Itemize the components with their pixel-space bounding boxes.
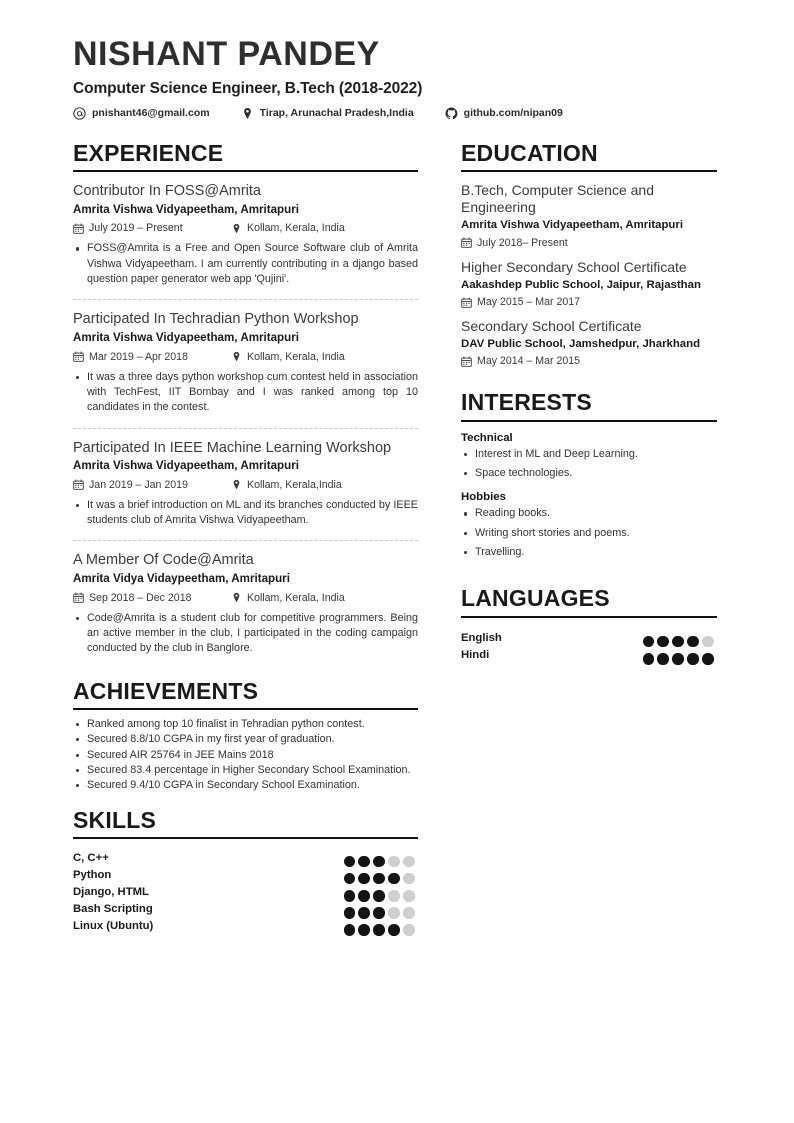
experience-location-text: Kollam, Kerala, India <box>247 591 345 604</box>
education-entry <box>461 249 717 308</box>
experience-bullets <box>73 611 418 657</box>
rating-dot-filled <box>388 924 400 936</box>
rating-dot-filled <box>358 873 370 885</box>
rating-dot-filled <box>344 924 356 936</box>
rating-dot-filled <box>373 890 385 902</box>
rating-dot-empty <box>702 636 714 648</box>
education-org: Amrita Vishwa Vidyapeetham, Amritapuri <box>461 219 683 232</box>
section-achievements <box>73 679 418 794</box>
experience-date <box>73 479 231 491</box>
experience-location <box>231 479 342 491</box>
section-languages <box>461 586 717 667</box>
list-item: Secured AIR 25764 in JEE Mains 2018 <box>73 748 418 763</box>
section-divider <box>73 708 418 710</box>
education-date <box>461 296 580 308</box>
experience-org: Amrita Vishwa Vidyapeetham, Amritapuri <box>73 331 299 345</box>
rating-dot-filled <box>373 924 385 936</box>
experience-meta <box>73 351 418 363</box>
contact-github-text: github.com/nipan09 <box>463 107 563 120</box>
education-entry <box>461 308 717 367</box>
calendar-icon <box>73 592 84 603</box>
contact-github[interactable] <box>445 107 563 120</box>
location-pin-icon <box>231 223 242 234</box>
rating-dot-empty <box>388 890 400 902</box>
rating-dot-filled <box>687 636 699 648</box>
location-pin-icon <box>241 107 254 120</box>
education-meta <box>461 237 717 249</box>
experience-bullets <box>73 241 418 287</box>
rating-row <box>643 633 717 651</box>
experience-title: A Member Of Code@Amrita <box>73 552 254 569</box>
experience-location <box>231 592 345 604</box>
list-item: It was a brief introduction on ML and its branches conducted by IEEE students club of Amrita Vishwa Vidyapeetham. <box>73 498 418 529</box>
resume-header <box>73 36 721 120</box>
skill-label: Linux (Ubuntu) <box>73 920 154 933</box>
list-item: Secured 83.4 percentage in Higher Secondary School Examination. <box>73 763 418 778</box>
rating-dot-filled <box>643 653 655 665</box>
education-date <box>461 237 568 249</box>
section-title-achievements: ACHIEVEMENTS <box>73 677 259 704</box>
section-title-languages: LANGUAGES <box>461 585 610 612</box>
language-label: English <box>461 631 502 644</box>
skill-label: Django, HTML <box>73 886 149 899</box>
rating-row <box>344 922 418 939</box>
experience-title: Contributor In FOSS@Amrita <box>73 183 261 200</box>
skills-dots <box>344 850 418 939</box>
experience-location <box>231 222 345 234</box>
skill-label: Bash Scripting <box>73 903 153 916</box>
list-item: Writing short stories and poems. <box>461 526 717 541</box>
rating-row <box>344 887 418 904</box>
skill-label: C, C++ <box>73 851 109 864</box>
rating-dot-filled <box>358 890 370 902</box>
experience-meta <box>73 592 418 604</box>
rating-row <box>344 904 418 921</box>
experience-entry <box>73 429 418 529</box>
language-label: Hindi <box>461 649 490 662</box>
experience-date-text: July 2019 – Present <box>89 222 183 235</box>
candidate-name: NISHANT PANDEY <box>73 35 380 73</box>
calendar-icon <box>461 356 472 367</box>
skills-labels <box>73 850 153 936</box>
list-item: Interest in ML and Deep Learning. <box>461 447 717 462</box>
contact-email-text: pnishant46@gmail.com <box>92 107 210 120</box>
rating-dot-filled <box>358 907 370 919</box>
section-divider <box>73 837 418 839</box>
interest-group-hobbies <box>461 491 717 560</box>
section-divider <box>461 420 717 422</box>
experience-entry <box>73 172 418 287</box>
experience-org: Amrita Vishwa Vidyapeetham, Amritapuri <box>73 202 299 216</box>
section-title-education: EDUCATION <box>461 140 598 166</box>
education-date <box>461 355 580 367</box>
rating-dot-filled <box>344 856 356 868</box>
github-icon <box>445 107 458 120</box>
skill-label: Python <box>73 868 112 881</box>
rating-dot-empty <box>388 907 400 919</box>
section-title-experience: EXPERIENCE <box>73 140 224 166</box>
section-divider <box>461 616 717 618</box>
interest-group-heading: Technical <box>461 431 513 444</box>
experience-title: Participated In Techradian Python Workshop <box>73 311 359 328</box>
rating-dot-filled <box>657 653 669 665</box>
experience-location-text: Kollam, Kerala, India <box>247 222 345 235</box>
list-item: Ranked among top 10 finalist in Tehradian python contest. <box>73 717 418 732</box>
experience-org: Amrita Vidya Vidaypeetham, Amritapuri <box>73 572 290 586</box>
contact-row <box>73 107 721 120</box>
location-pin-icon <box>231 351 242 362</box>
experience-date <box>73 351 231 363</box>
list-item: Travelling. <box>461 545 717 560</box>
contact-location-text: Tirap, Arunachal Pradesh,India <box>259 107 414 120</box>
contact-email[interactable] <box>73 107 210 120</box>
experience-location <box>231 351 345 363</box>
experience-location-text: Kollam, Kerala,India <box>247 478 342 491</box>
rating-dot-empty <box>403 907 415 919</box>
section-interests <box>461 390 717 560</box>
skills-rating-block <box>73 850 418 939</box>
left-column <box>73 141 418 939</box>
rating-dot-filled <box>657 636 669 648</box>
rating-dot-filled <box>373 907 385 919</box>
education-org: Aakashdep Public School, Jaipur, Rajasthan <box>461 278 701 291</box>
education-title: Secondary School Certificate <box>461 318 642 335</box>
experience-entry <box>73 541 418 656</box>
experience-date-text: Jan 2019 – Jan 2019 <box>89 478 188 491</box>
rating-dot-filled <box>687 653 699 665</box>
experience-entry <box>73 300 418 415</box>
rating-row <box>643 650 717 668</box>
education-title: Higher Secondary School Certificate <box>461 258 687 275</box>
list-item: Secured 9.4/10 CGPA in Secondary School Examination. <box>73 778 418 793</box>
experience-date-text: Sep 2018 – Dec 2018 <box>89 591 192 604</box>
calendar-icon <box>73 223 84 234</box>
candidate-subtitle: Computer Science Engineer, B.Tech (2018-2022) <box>73 79 423 97</box>
section-education <box>461 141 717 367</box>
list-item: Space technologies. <box>461 466 717 481</box>
rating-dot-filled <box>672 653 684 665</box>
experience-meta <box>73 479 418 491</box>
experience-date-text: Mar 2019 – Apr 2018 <box>89 350 188 363</box>
section-title-interests: INTERESTS <box>461 389 592 416</box>
location-pin-icon <box>231 479 242 490</box>
rating-dot-filled <box>388 873 400 885</box>
rating-dot-filled <box>373 873 385 885</box>
section-skills <box>73 808 418 939</box>
experience-meta <box>73 222 418 234</box>
list-item: It was a three days python workshop cum contest held in association with TechFest, IIT Bombay and I was ranked among top 10 candidates in the contest. <box>73 370 418 416</box>
rating-dot-filled <box>344 873 356 885</box>
rating-dot-filled <box>373 856 385 868</box>
experience-bullets <box>73 498 418 529</box>
section-title-skills: SKILLS <box>73 806 156 833</box>
right-column <box>461 141 717 668</box>
experience-location-text: Kollam, Kerala, India <box>247 350 345 363</box>
rating-dot-filled <box>358 924 370 936</box>
rating-dot-filled <box>672 636 684 648</box>
rating-dot-empty <box>403 890 415 902</box>
interest-group-heading: Hobbies <box>461 491 506 504</box>
calendar-icon <box>461 297 472 308</box>
experience-org: Amrita Vishwa Vidyapeetham, Amritapuri <box>73 459 299 473</box>
education-title: B.Tech, Computer Science and Engineering <box>461 182 654 216</box>
rating-dot-empty <box>403 856 415 868</box>
rating-dot-filled <box>344 907 356 919</box>
list-item: Reading books. <box>461 506 717 521</box>
rating-dot-filled <box>344 890 356 902</box>
experience-title: Participated In IEEE Machine Learning Workshop <box>73 439 392 456</box>
education-meta <box>461 296 717 308</box>
experience-date <box>73 222 231 234</box>
email-icon <box>73 107 86 120</box>
interest-group-technical <box>461 432 717 482</box>
rating-dot-empty <box>403 924 415 936</box>
education-org: DAV Public School, Jamshedpur, Jharkhand <box>461 338 701 351</box>
education-date-text: July 2018– Present <box>477 236 568 249</box>
interest-list <box>461 506 717 560</box>
rating-dot-filled <box>643 636 655 648</box>
education-meta <box>461 355 717 367</box>
location-pin-icon <box>231 592 242 603</box>
rating-dot-filled <box>358 856 370 868</box>
achievements-list <box>73 717 418 794</box>
languages-rating-block <box>461 630 717 668</box>
rating-dot-empty <box>388 856 400 868</box>
calendar-icon <box>461 237 472 248</box>
languages-labels <box>461 630 502 665</box>
interest-list <box>461 447 717 482</box>
education-date-text: May 2014 – Mar 2015 <box>477 355 581 368</box>
section-experience <box>73 141 418 657</box>
rating-row <box>344 853 418 870</box>
list-item: FOSS@Amrita is a Free and Open Source Software club of Amrita Vishwa Vidyapeetham. I am currently contributing in a django based question paper generator web app 'Qujini'. <box>73 241 418 287</box>
calendar-icon <box>73 479 84 490</box>
experience-bullets <box>73 370 418 416</box>
languages-dots <box>643 630 717 668</box>
calendar-icon <box>73 351 84 362</box>
list-item: Secured 8.8/10 CGPA in my first year of graduation. <box>73 732 418 747</box>
list-item: Code@Amrita is a student club for competitive programmers. Being an active member in the club, I participated in the coding campaign conducted by the club in Banglore. <box>73 611 418 657</box>
education-date-text: May 2015 – Mar 2017 <box>477 296 581 309</box>
rating-dot-filled <box>702 653 714 665</box>
rating-dot-empty <box>403 873 415 885</box>
rating-row <box>344 870 418 887</box>
contact-location <box>241 107 414 120</box>
experience-date <box>73 592 231 604</box>
education-entry <box>461 172 717 248</box>
